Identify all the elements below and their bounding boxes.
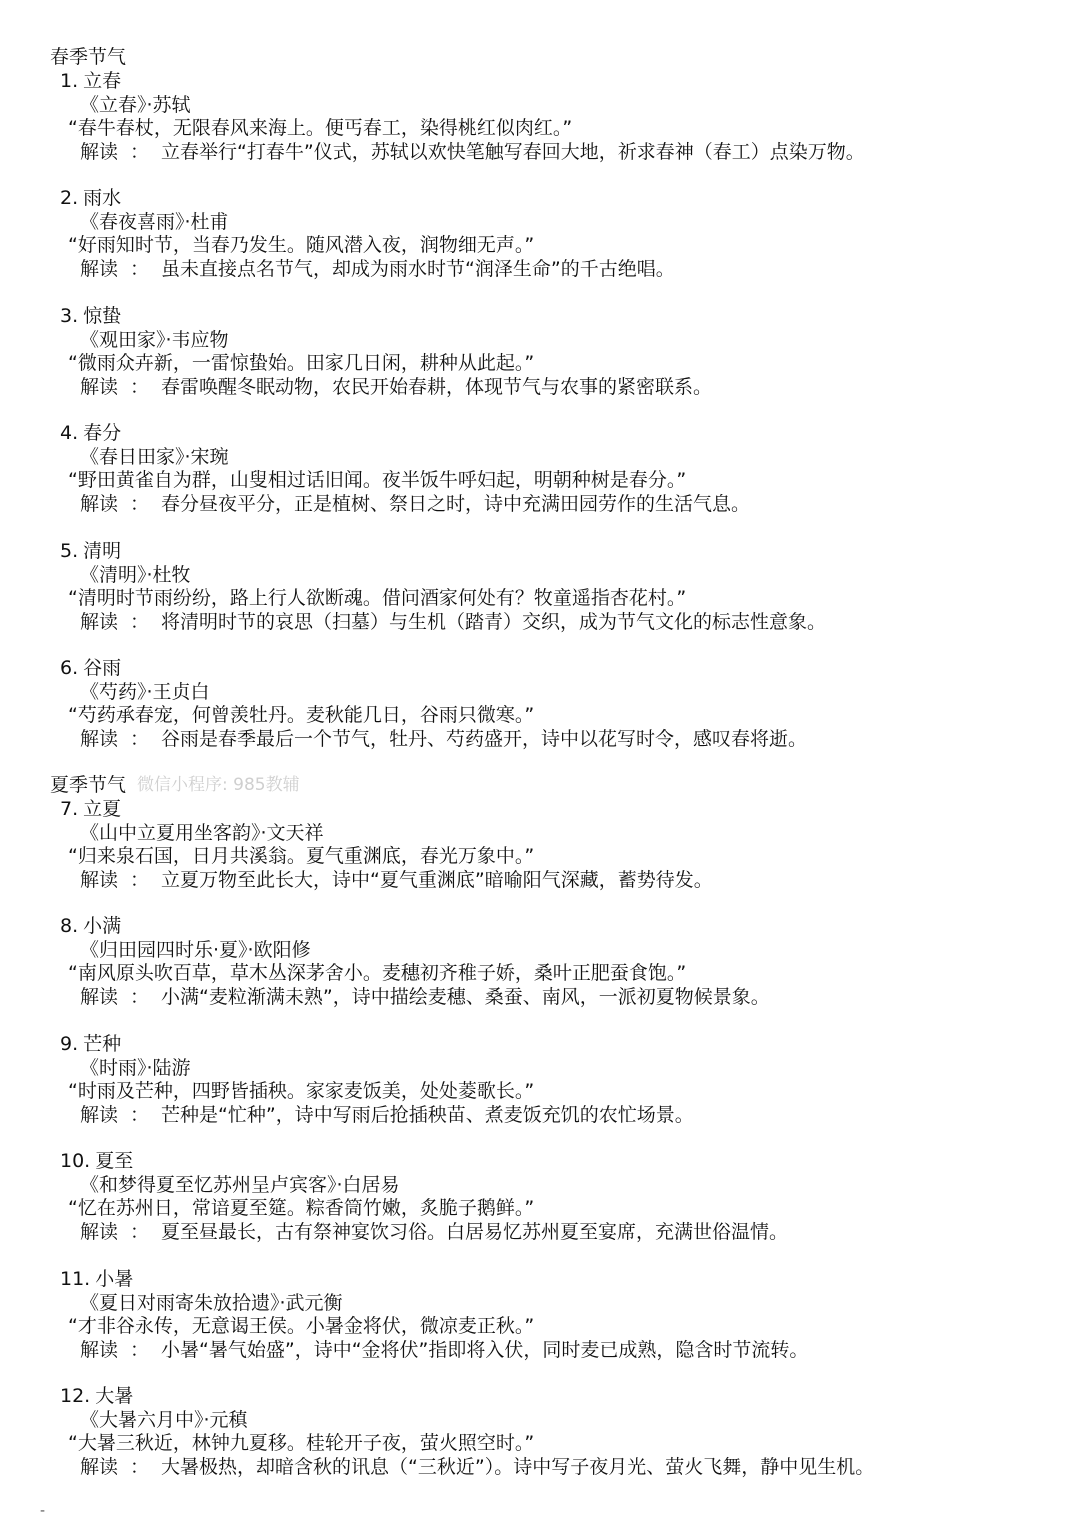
term-name: 谷雨 [83,657,122,679]
interpretation [80,1220,788,1244]
term-number: 8. [60,915,79,937]
interpretation-label: 解读 [80,493,119,515]
interpretation-text: 虽未直接点名节气，却成为雨水时节“润泽生命”的千古绝唱。 [161,258,675,280]
term-heading [60,69,121,93]
poem-title-author: 《芍药》·王贞白 [80,681,210,703]
interpretation-text: 春雷唤醒冬眠动物，农民开始春耕，体现节气与农事的紧密联系。 [161,376,713,398]
poem-title-author: 《春夜喜雨》·杜甫 [80,211,229,233]
term-heading [60,914,121,938]
interpretation-text: 将清明时节的哀思（扫墓）与生机（踏青）交织，成为节气文化的标志性意象。 [161,611,827,633]
interpretation [80,1103,694,1127]
interpretation-label: 解读 [80,611,119,633]
term-name: 惊蛰 [83,305,122,327]
poem-quote: “野田黄雀自为群，山叟相过话旧闻。夜半饭牛呼妇起，明朝种树是春分。” [68,469,687,491]
interpretation [80,492,750,516]
interpretation-text: 小满“麦粒渐满未熟”，诗中描绘麦穗、桑蚕、南风，一派初夏物候景象。 [161,986,770,1008]
term-heading [60,656,121,680]
interpretation-text: 立夏万物至此长大，诗中“夏气重渊底”暗喻阳气深藏，蓄势待发。 [161,869,713,891]
term-name: 立夏 [83,798,122,820]
interpretation-text: 小暑“暑气始盛”，诗中“金将伏”指即将入伏，同时麦已成熟，隐含时节流转。 [161,1339,809,1361]
interpretation-colon: ： [130,376,150,398]
interpretation [80,610,826,634]
poem-quote: “忆在苏州日，常谙夏至筵。粽香筒竹嫩，炙脆子鹅鲜。” [68,1197,535,1219]
poem-quote: “南风原头吹百草，草木丛深茅舍小。麦穗初齐稚子娇，桑叶正肥蚕食饱。” [68,962,687,984]
interpretation-label: 解读 [80,1221,119,1243]
term-number: 9. [60,1033,79,1055]
poem-quote: “时雨及芒种，四野皆插秧。家家麦饭美，处处菱歌长。” [68,1080,535,1102]
interpretation-text: 谷雨是春季最后一个节气，牡丹、芍药盛开，诗中以花写时令，感叹春将逝。 [161,728,808,750]
poem-title-author: 《大暑六月中》·元稹 [80,1409,248,1431]
interpretation-text: 立春举行“打春牛”仪式，苏轼以欢快笔触写春回大地，祈求春神（春工）点染万物。 [161,141,865,163]
interpretation-colon: ： [130,141,150,163]
interpretation-colon: ： [130,869,150,891]
interpretation [80,985,770,1009]
poem-quote: “清明时节雨纷纷，路上行人欲断魂。借问酒家何处有？牧童遥指杏花村。” [68,587,687,609]
interpretation-label: 解读 [80,376,119,398]
term-heading [60,1032,121,1056]
interpretation-text: 夏至昼最长，古有祭神宴饮习俗。白居易忆苏州夏至宴席，充满世俗温情。 [161,1221,789,1243]
interpretation-label: 解读 [80,1456,119,1478]
term-heading [60,186,121,210]
term-heading [60,304,121,328]
term-heading [60,1384,133,1408]
term-number: 11. [60,1268,91,1290]
interpretation-label: 解读 [80,869,119,891]
interpretation [80,868,713,892]
interpretation-colon: ： [130,1221,150,1243]
term-number: 5. [60,540,79,562]
interpretation-colon: ： [130,258,150,280]
term-number: 2. [60,187,79,209]
term-heading [60,1149,133,1173]
term-name: 小满 [83,915,122,937]
interpretation-text: 大暑极热，却暗含秋的讯息（“三秋近”）。诗中写子夜月光、萤火飞舞，静中见生机。 [161,1456,875,1478]
interpretation-colon: ： [130,1339,150,1361]
term-number: 3. [60,305,79,327]
watermark: 微信小程序: 985教辅 [137,775,300,795]
term-name: 春分 [83,422,122,444]
term-name: 芒种 [83,1033,122,1055]
interpretation-label: 解读 [80,728,119,750]
interpretation-colon: ： [130,728,150,750]
term-heading [60,421,121,445]
term-heading [60,797,121,821]
page-edge-mark: - [40,1503,46,1519]
poem-title-author: 《和梦得夏至忆苏州呈卢宾客》·白居易 [80,1174,400,1196]
term-number: 1. [60,70,79,92]
term-number: 7. [60,798,79,820]
poem-title-author: 《夏日对雨寄朱放拾遗》·武元衡 [80,1292,343,1314]
interpretation [80,140,865,164]
poem-title-author: 《时雨》·陆游 [80,1057,191,1079]
term-number: 4. [60,422,79,444]
interpretation-text: 春分昼夜平分，正是植树、祭日之时，诗中充满田园劳作的生活气息。 [161,493,751,515]
poem-title-author: 《春日田家》·宋琬 [80,446,229,468]
term-heading [60,539,121,563]
interpretation-colon: ： [130,611,150,633]
poem-title-author: 《归田园四时乐·夏》·欧阳修 [80,939,311,961]
term-heading [60,1267,133,1291]
term-name: 小暑 [95,1268,134,1290]
poem-title-author: 《立春》·苏轼 [80,94,191,116]
interpretation-colon: ： [130,1456,150,1478]
interpretation [80,1338,808,1362]
interpretation [80,375,712,399]
interpretation-text: 芒种是“忙种”，诗中写雨后抢插秧苗、煮麦饭充饥的农忙场景。 [161,1104,694,1126]
term-number: 12. [60,1385,91,1407]
poem-title-author: 《山中立夏用坐客韵》·文天祥 [80,822,324,844]
interpretation-label: 解读 [80,1104,119,1126]
interpretation-label: 解读 [80,258,119,280]
poem-quote: “好雨知时节，当春乃发生。随风潜入夜，润物细无声。” [68,234,535,256]
term-name: 夏至 [95,1150,134,1172]
poem-quote: “才非谷永传，无意谒王侯。小暑金将伏，微凉麦正秋。” [68,1315,535,1337]
poem-quote: “芍药承春宠，何曾羡牡丹。麦秋能几日，谷雨只微寒。” [68,704,535,726]
interpretation-colon: ： [130,493,150,515]
poem-title-author: 《清明》·杜牧 [80,564,191,586]
section-title-summer: 夏季节气 [50,774,127,796]
interpretation-colon: ： [130,986,150,1008]
poem-quote: “大暑三秋近，林钟九夏移。桂轮开子夜，萤火照空时。” [68,1432,535,1454]
section-title-spring: 春季节气 [50,46,127,68]
term-name: 大暑 [95,1385,134,1407]
interpretation [80,727,807,751]
term-number: 6. [60,657,79,679]
poem-quote: “春牛春杖，无限春风来海上。便丐春工，染得桃红似肉红。” [68,117,573,139]
poem-quote: “微雨众卉新，一雷惊蛰始。田家几日闲，耕种从此起。” [68,352,535,374]
term-name: 雨水 [83,187,122,209]
interpretation [80,257,675,281]
interpretation-label: 解读 [80,1339,119,1361]
term-name: 立春 [83,70,122,92]
interpretation [80,1455,874,1479]
poem-quote: “归来泉石国，日月共溪翁。夏气重渊底，春光万象中。” [68,845,535,867]
term-name: 清明 [83,540,122,562]
interpretation-colon: ： [130,1104,150,1126]
interpretation-label: 解读 [80,141,119,163]
term-number: 10. [60,1150,91,1172]
poem-title-author: 《观田家》·韦应物 [80,329,229,351]
interpretation-label: 解读 [80,986,119,1008]
